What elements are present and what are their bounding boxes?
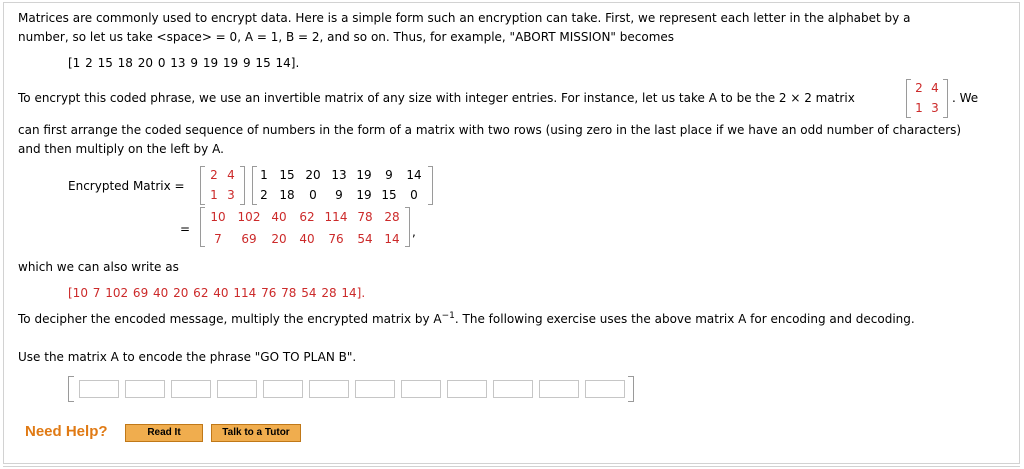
matrix-cell: 15 bbox=[279, 168, 295, 182]
matrix-cell: 3 bbox=[227, 188, 235, 202]
matrix-cell: 18 bbox=[279, 188, 295, 202]
encrypt-line-2: can first arrange the coded sequence of numbers in the form of a matrix with two rows (using zero in the last place if we have an odd number of characters) bbox=[18, 123, 962, 137]
right-bracket bbox=[943, 79, 948, 118]
matrix-cell: 2 bbox=[915, 81, 923, 95]
matrix-cell: 1 bbox=[260, 168, 268, 182]
left-bracket bbox=[200, 207, 205, 247]
answer-input-10[interactable] bbox=[493, 380, 533, 398]
matrix-cell: 1 bbox=[915, 101, 923, 115]
encrypted-matrix-label: Encrypted Matrix = bbox=[68, 179, 185, 193]
right-bracket bbox=[428, 166, 433, 205]
matrix-cell: 2 bbox=[260, 188, 268, 202]
answer-input-6[interactable] bbox=[309, 380, 349, 398]
left-bracket bbox=[906, 79, 911, 118]
matrix-cell: 13 bbox=[331, 168, 347, 182]
left-bracket bbox=[200, 166, 205, 205]
matrix-cell: 114 bbox=[324, 210, 348, 224]
matrix-cell: 9 bbox=[385, 168, 393, 182]
matrix-cell: 19 bbox=[356, 188, 372, 202]
matrix-cell: 20 bbox=[271, 232, 287, 246]
matrix-cell: 15 bbox=[381, 188, 397, 202]
answer-input-8[interactable] bbox=[401, 380, 441, 398]
matrix-cell: 76 bbox=[328, 232, 344, 246]
answer-left-bracket bbox=[68, 376, 74, 402]
decipher-text bbox=[18, 311, 915, 327]
answer-input-12[interactable] bbox=[585, 380, 625, 398]
need-help-label: Need Help? bbox=[25, 423, 108, 440]
matrix-cell: 19 bbox=[356, 168, 372, 182]
matrix-cell: 9 bbox=[335, 188, 343, 202]
matrix-cell: 4 bbox=[227, 168, 235, 182]
encrypted-sequence: [10 7 102 69 40 20 62 40 114 76 78 54 28 14]. bbox=[68, 286, 366, 300]
matrix-cell: 40 bbox=[299, 232, 315, 246]
talk-to-tutor-button[interactable]: Talk to a Tutor bbox=[211, 424, 301, 442]
equals-sign: = bbox=[180, 222, 191, 236]
matrix-cell: 62 bbox=[299, 210, 315, 224]
matrix-cell: 0 bbox=[309, 188, 317, 202]
matrix-cell: 54 bbox=[357, 232, 373, 246]
divider bbox=[3, 466, 1020, 467]
answer-input-4[interactable] bbox=[217, 380, 257, 398]
answer-input-7[interactable] bbox=[355, 380, 395, 398]
answer-input-2[interactable] bbox=[125, 380, 165, 398]
matrix-cell: 40 bbox=[271, 210, 287, 224]
matrix-cell: 10 bbox=[210, 210, 226, 224]
also-write-text: which we can also write as bbox=[18, 260, 179, 274]
answer-input-9[interactable] bbox=[447, 380, 487, 398]
matrix-cell: 4 bbox=[931, 81, 939, 95]
matrix-cell: 7 bbox=[214, 232, 222, 246]
matrix-cell: 20 bbox=[305, 168, 321, 182]
matrix-cell: 0 bbox=[410, 188, 418, 202]
matrix-cell: 78 bbox=[357, 210, 373, 224]
matrix-cell: 102 bbox=[237, 210, 261, 224]
answer-input-11[interactable] bbox=[539, 380, 579, 398]
trailing-comma: , bbox=[412, 225, 416, 239]
right-bracket bbox=[240, 166, 245, 205]
intro-line-1: Matrices are commonly used to encrypt data. Here is a simple form such an encryption can take. First, we represent each letter in the alphabet by a bbox=[18, 11, 911, 25]
answer-input-3[interactable] bbox=[171, 380, 211, 398]
matrix-cell: 1 bbox=[210, 188, 218, 202]
answer-input-5[interactable] bbox=[263, 380, 303, 398]
answer-input-1[interactable] bbox=[79, 380, 119, 398]
encrypt-line-3: and then multiply on the left by A. bbox=[18, 142, 224, 156]
answer-right-bracket bbox=[628, 376, 634, 402]
read-it-button[interactable]: Read It bbox=[125, 424, 203, 442]
decipher-suffix: . The following exercise uses the above matrix A for encoding and decoding. bbox=[454, 312, 915, 326]
encrypt-line-1: To encrypt this coded phrase, we use an invertible matrix of any size with integer entries. For instance, let us take A to be the 2 × 2 matrix bbox=[18, 91, 855, 105]
decipher-prefix: To decipher the encoded message, multiply the encrypted matrix by A bbox=[18, 312, 442, 326]
right-bracket bbox=[405, 207, 410, 247]
intro-line-2: number, so let us take <space> = 0, A = 1, B = 2, and so on. Thus, for example, "ABORT MISSION" becomes bbox=[18, 30, 675, 44]
coded-sequence: [1 2 15 18 20 0 13 9 19 19 9 15 14]. bbox=[68, 56, 300, 70]
matrix-cell: 2 bbox=[210, 168, 218, 182]
decipher-superscript: −1 bbox=[441, 311, 455, 321]
task-text: Use the matrix A to encode the phrase "GO TO PLAN B". bbox=[18, 350, 357, 364]
encrypt-line-1-end: . We bbox=[952, 91, 979, 105]
matrix-cell: 28 bbox=[384, 210, 400, 224]
matrix-cell: 3 bbox=[931, 101, 939, 115]
matrix-cell: 14 bbox=[384, 232, 400, 246]
matrix-cell: 14 bbox=[406, 168, 422, 182]
matrix-cell: 69 bbox=[241, 232, 257, 246]
